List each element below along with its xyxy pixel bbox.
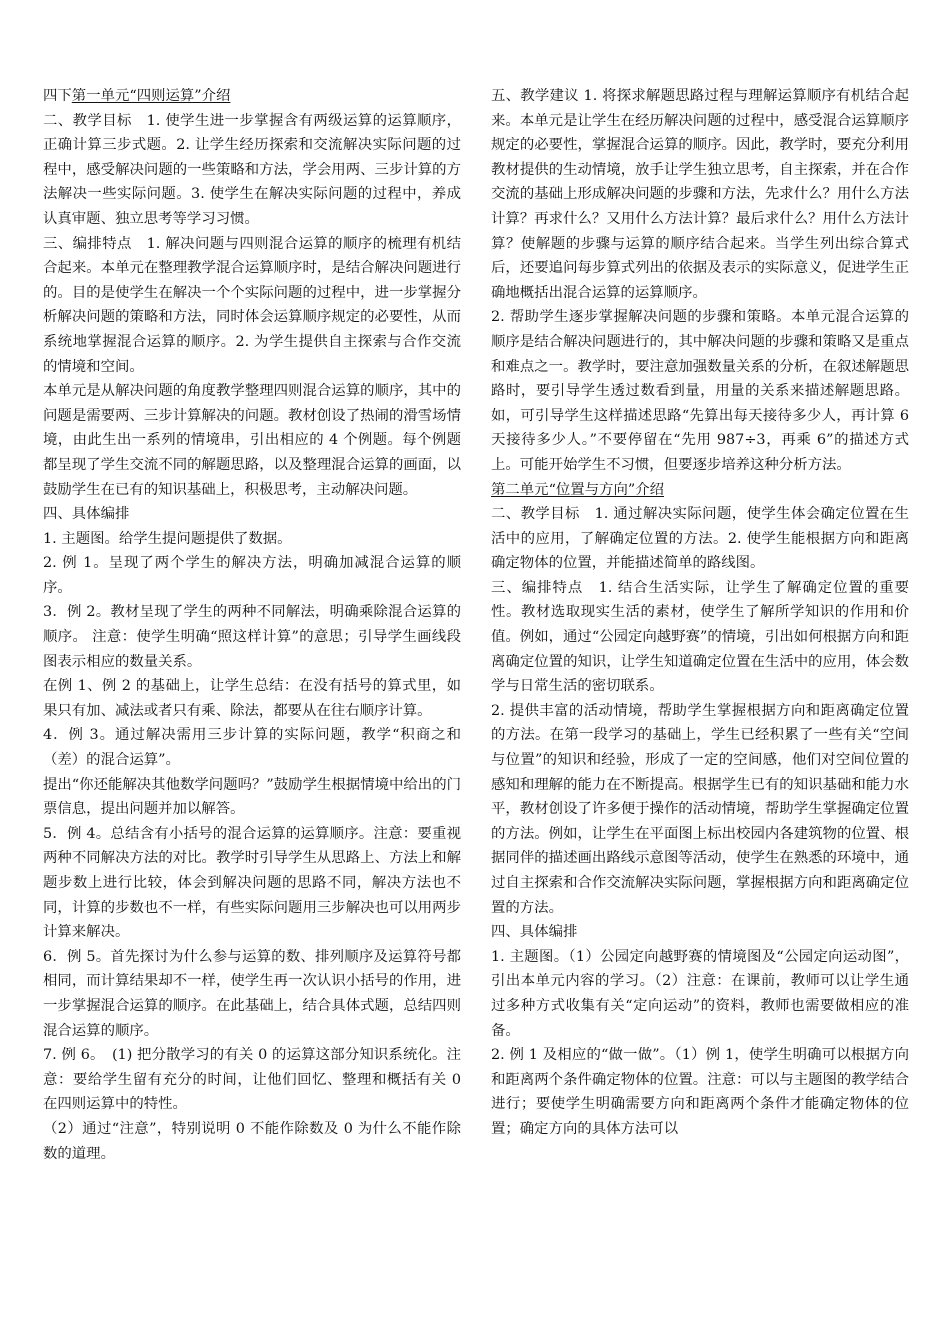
right-paragraphs-b <box>491 502 909 1141</box>
paragraph: 1. 主题图。（1）公园定向越野赛的情境图及“公园定向运动图”，引出本单元内容的学习。（2）注意：在课前，教师可以让学生通过多种方式收集有关“定向运动”的资料，教师也需要做相应的准备。 <box>491 948 909 1039</box>
paragraph: 1. 主题图。给学生提问题提供了数据。 <box>43 530 292 547</box>
paragraph: 3．例 2。教材呈现了学生的两种不同解法，明确乘除混合运算的顺序。 注意：使学生明确“照这样计算”的意思；引导学生画线段图表示相应的数量关系。 <box>43 604 461 670</box>
paragraph: 四、具体编排 <box>491 924 578 941</box>
unit2-title: 第二单元“位置与方向”介绍 <box>491 481 665 498</box>
paragraph: 四、具体编排 <box>43 506 130 523</box>
paragraph: 五、教学建议 1. 将探求解题思路过程与理解运算顺序有机结合起来。本单元是让学生在经历解决问题的过程中，感受混合运算顺序规定的必要性，掌握混合运算的顺序。因此，教学时，要充分利用教材提供的生动情境，放手让学生独立思考，自主探索，并在合作交流的基础上形成解决问题的步骤和方法，先求什么？用什么方法计算？再求什么？又用什么方法计算？最后求什么？用什么方法计算？使解题的步骤与运算的顺序结合起来。当学生列出综合算式后，还要追问每步算式列出的依据及表示的实际意义，促进学生正确地概括出混合运算的运算顺序。 <box>491 88 909 301</box>
paragraph: 二、教学目标 1. 使学生进一步掌握含有两级运算的运算顺序，正确计算三步式题。2. 让学生经历探索和交流解决实际问题的过程中，感受解决问题的一些策略和方法，学会用两、三步计算的方法解决一些实际问题。3. 使学生在解决实际问题的过程中，养成认真审题、独立思考等学习习惯。 <box>43 112 461 227</box>
right-column <box>491 84 909 1142</box>
paragraph: 提出“你还能解决其他数学问题吗？”鼓励学生根据情境中给出的门票信息，提出问题并加以解答。 <box>43 776 461 818</box>
paragraph: 5．例 4。总结含有小括号的混合运算的运算顺序。注意：要重视两种不同解决方法的对比。教学时引导学生从思路上、方法上和解题步数上进行比较，体会到解决问题的思路不同，解决方法也不同，计算的步数也不一样，有些实际问题用三步解决也可以用两步计算来解决。 <box>43 825 461 941</box>
paragraph: 7. 例 6。 (1) 把分散学习的有关 0 的运算这部分知识系统化。注意：要给学生留有充分的时间，让他们回忆、整理和概括有关 0 在四则运算中的特性。 <box>43 1047 461 1113</box>
unit1-heading <box>43 84 461 109</box>
paragraph: 4．例 3。通过解决需用三步计算的实际问题，教学“积商之和（差）的混合运算”。 <box>43 727 461 769</box>
paragraph: 三、编排特点 1. 结合生活实际，让学生了解确定位置的重要性。教材选取现实生活的素材，使学生了解所学知识的作用和价值。例如，通过“公园定向越野赛”的情境，引出如何根据方向和距离确定位置的知识，让学生知道确定位置在生活中的应用，体会数学与日常生活的密切联系。 <box>491 579 909 695</box>
paragraph: 2. 例 1。呈现了两个学生的解决方法，明确加减混合运算的顺序。 <box>43 555 461 596</box>
paragraph: 在例 1、例 2 的基础上，让学生总结：在没有括号的算式里，如果只有加、减法或者只有乘、除法，都要从在往右顺序计算。 <box>43 678 461 719</box>
left-column <box>43 84 461 1166</box>
paragraph: 二、教学目标 1. 通过解决实际问题，使学生体会确定位置在生活中的应用，了解确定位置的方法。2. 使学生能根据方向和距离确定物体的位置，并能描述简单的路线图。 <box>491 506 909 572</box>
paragraph: 2. 提供丰富的活动情境，帮助学生掌握根据方向和距离确定位置的方法。在第一段学习的基础上，学生已经积累了一些有关“空间与位置”的知识和经验，形成了一定的空间感，他们对空间位置的感知和理解的能力在不断提高。根据学生已有的知识基础和能力水平，教材创设了许多便于操作的活动情境，帮助学生掌握确定位置的方法。例如，让学生在平面图上标出校园内各建筑物的位置、根据同伴的描述画出路线示意图等活动，使学生在熟悉的环境中，通过自主探索和合作交流解决实际问题，掌握根据方向和距离确定位置的方法。 <box>491 702 909 916</box>
unit2-heading <box>491 478 909 503</box>
paragraph: 6．例 5。首先探讨为什么参与运算的数、排列顺序及运算符号都相同，而计算结果却不一样，使学生再一次认识小括号的作用，进一步掌握混合运算的顺序。在此基础上，结合具体式题，总结四则混合运算的顺序。 <box>43 948 461 1039</box>
paragraph: 2. 帮助学生逐步掌握解决问题的步骤和策略。本单元混合运算的顺序是结合解决问题进行的，其中解决问题的步骤和策略又是重点和难点之一。教学时，要注意加强数量关系的分析，在叙述解题思路时，要引导学生透过数看到量，用量的关系来描述解题思路。如，可引导学生这样描述思路“先算出每天接待多少人，再计算 6 天接待多少人。”不要停留在“先用 987÷3，再乘 6”的描述方式上。可能开始学生不习惯，但要逐步培养这种分析方法。 <box>491 309 909 473</box>
paragraph: （2）通过“注意”，特别说明 0 不能作除数及 0 为什么不能作除数的道理。 <box>43 1120 461 1162</box>
paragraph: 2. 例 1 及相应的“做一做”。（1）例 1，使学生明确可以根据方向和距离两个条件确定物体的位置。注意：可以与主题图的教学结合进行；要使学生明确需要方向和距离两个条件才能确定物体的位置；确定方向的具体方法可以 <box>491 1047 909 1137</box>
right-paragraphs-a <box>491 84 909 478</box>
left-paragraphs <box>43 109 461 1167</box>
unit1-title: 第一单元“四则运算”介绍 <box>71 88 231 104</box>
grade-prefix: 四下 <box>43 88 72 104</box>
paragraph: 本单元是从解决问题的角度教学整理四则混合运算的顺序，其中的问题是需要两、三步计算解决的问题。教材创设了热闹的滑雪场情境，由此生出一系列的情境串，引出相应的 4 个例题。每个例题都呈现了学生交流不同的解题思路，以及整理混合运算的画面，以鼓励学生在已有的知识基础上，积极思考，主动解决问题。 <box>43 383 461 498</box>
paragraph: 三、编排特点 1. 解决问题与四则混合运算的顺序的梳理有机结合起来。本单元在整理教学混合运算顺序时，是结合解决问题进行的。目的是使学生在解决一个个实际问题的过程中，进一步掌握分析解决问题的策略和方法，同时体会运算顺序规定的必要性，从而系统地掌握混合运算的顺序。2. 为学生提供自主探索与合作交流的情境和空间。 <box>43 235 461 375</box>
